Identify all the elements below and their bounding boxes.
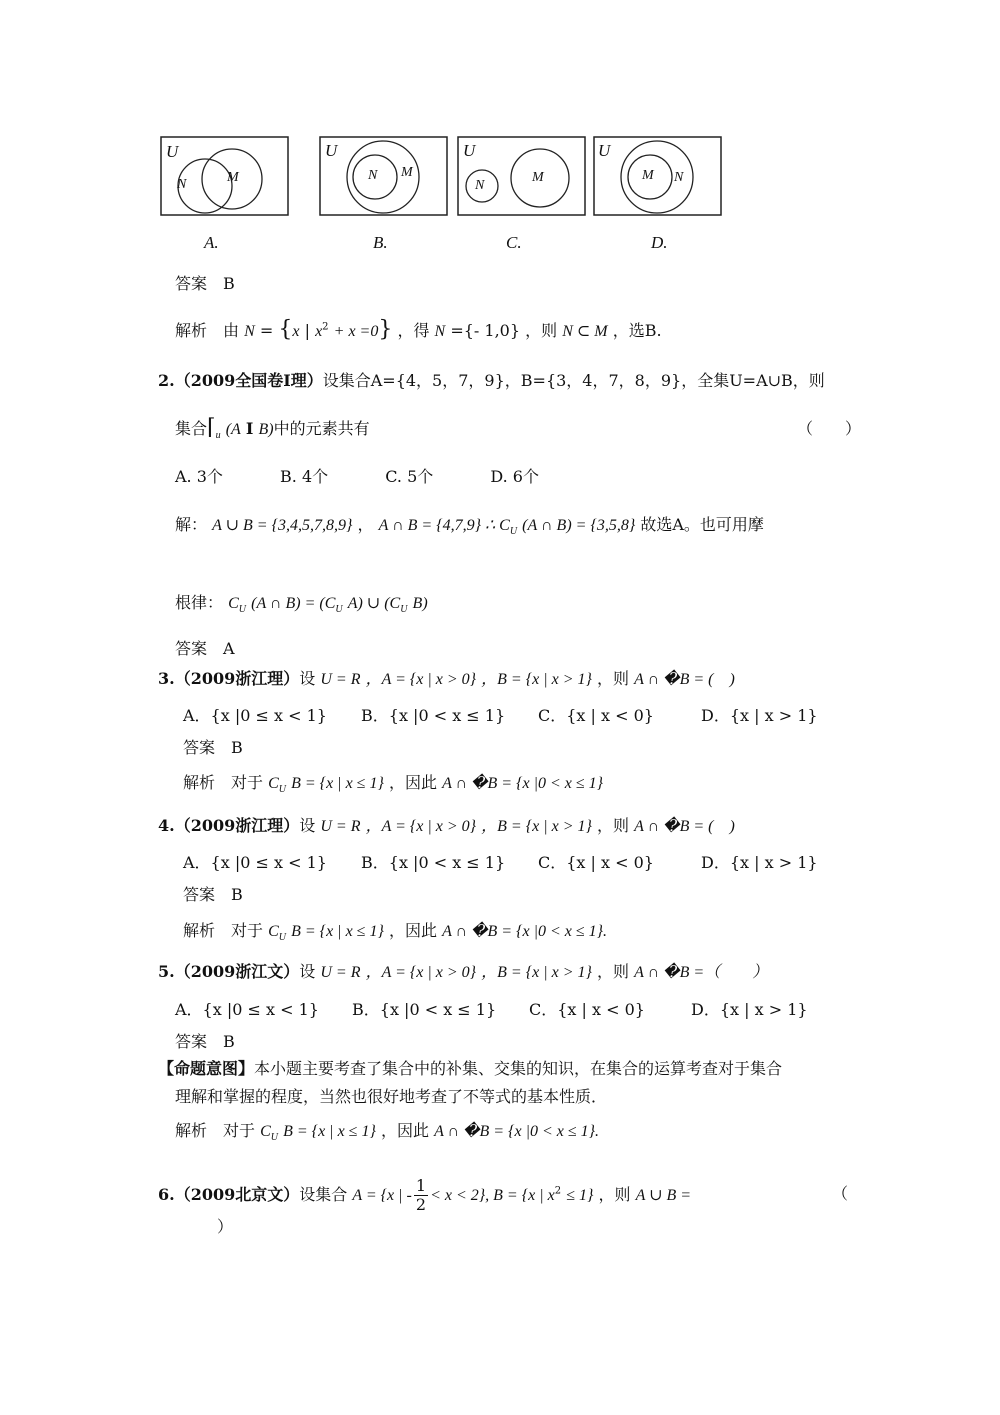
q5-analysis-lead: 解析 对于: [175, 1121, 256, 1140]
q4-analysis-u: U: [278, 932, 287, 944]
q2-sol-tail: 故选A。也可用摩: [640, 515, 764, 534]
venn-diagram-b: [319, 136, 449, 218]
q5-stem: [158, 961, 768, 984]
q2-stem2-c: (A: [225, 421, 241, 438]
q2-law-e: B): [412, 595, 428, 612]
q4-stem: [158, 815, 735, 838]
q2-law-c: (A ∩ B) = (C: [251, 595, 336, 612]
q5-option-c: C．{x | x < 0}: [529, 1000, 645, 1019]
q2-law-u2: U: [335, 604, 343, 616]
q6-paren-open: （: [832, 1184, 849, 1203]
q6-stem: [158, 1175, 691, 1216]
q3-option-b: B．{x |0 < x ≤ 1}: [361, 706, 506, 725]
q4-set-a: ，A = {x | x > 0}: [365, 818, 477, 835]
q6-denominator: 2: [415, 1195, 427, 1214]
q1-n-var: N: [244, 323, 255, 340]
q5-head: 5.（2009浙江文）: [158, 962, 300, 981]
q3-stem: [158, 668, 735, 691]
q4-analysis-hence: ，因此: [388, 921, 437, 940]
q3-set-b: ，B = {x | x > 1}: [481, 671, 592, 688]
q4-stem-lead: 设: [299, 816, 316, 835]
q3-analysis-result: A ∩ �B = {x |0 < x ≤ 1}: [442, 775, 604, 792]
q2-option-b: B. 4个: [280, 467, 329, 486]
q2-complement-sub: u: [215, 430, 221, 442]
q4-analysis-result: A ∩ �B = {x |0 < x ≤ 1}.: [442, 923, 608, 940]
q4-option-b: B．{x |0 < x ≤ 1}: [361, 853, 506, 872]
q4-analysis-set: B = {x | x ≤ 1}: [291, 923, 384, 940]
q5-stem-lead: 设: [299, 962, 316, 981]
q2-law-d: A) ∪ (C: [347, 595, 401, 612]
q4-universe: U = R: [320, 818, 361, 835]
q5-analysis-c: C: [260, 1123, 271, 1140]
q4-option-a: A．{x |0 ≤ x < 1}: [183, 853, 327, 872]
q2-law: [175, 592, 428, 615]
q3-universe: U = R: [320, 671, 361, 688]
q3-analysis-u: U: [278, 784, 287, 796]
q5-analysis-set: B = {x | x ≤ 1}: [283, 1123, 376, 1140]
q1-get: ，得: [397, 321, 430, 340]
q5-universe: U = R: [320, 964, 361, 981]
q3-option-d: D．{x | x > 1}: [701, 706, 818, 725]
venn-c-n-label: N: [475, 178, 485, 193]
q2-stem2-e: B): [258, 421, 274, 438]
q6-set-a-start: A = {x | -: [352, 1187, 412, 1204]
q5-analysis: [175, 1120, 599, 1143]
q4-then: ，则: [597, 816, 630, 835]
q2-option-c: C. 5个: [385, 467, 434, 486]
q1-n-var-2: N: [434, 323, 446, 340]
q6-square: 2: [554, 1185, 562, 1197]
q1-plus-x: + x =0: [333, 323, 379, 340]
q3-analysis: [183, 772, 603, 795]
q2-stem2-f: 中的元素共有: [273, 419, 370, 438]
venn-b-n-label: N: [368, 168, 378, 183]
q5-analysis-result: A ∩ �B = {x |0 < x ≤ 1}.: [434, 1123, 600, 1140]
venn-b-m-label: M: [401, 165, 413, 180]
q1-analysis-lead: 解析 由: [175, 321, 240, 340]
venn-diagram-d: [593, 136, 723, 218]
q3-answer: 答案 B: [183, 738, 243, 757]
q5-expr: A ∩ �B =（ ）: [634, 964, 769, 981]
venn-a-m-label: M: [227, 170, 239, 185]
q1-eq: =: [259, 321, 274, 340]
venn-d-n-label: N: [674, 170, 684, 185]
q3-option-c: C．{x | x < 0}: [538, 706, 654, 725]
q6-fraction: [414, 1177, 428, 1214]
q2-law-u3: U: [400, 604, 408, 616]
q3-analysis-set: B = {x | x ≤ 1}: [291, 775, 384, 792]
q1-subset: N ⊂ M: [562, 323, 608, 340]
q4-head: 4.（2009浙江理）: [158, 816, 300, 835]
q2-head: 2.（2009全国卷Ⅰ理）: [158, 371, 323, 390]
q1-bar: |: [304, 321, 310, 340]
q2-sol-inter: A ∩ B = {4,7,9} ∴ C: [378, 517, 510, 534]
q1-then: ，则: [525, 321, 558, 340]
q2-law-b: C: [228, 595, 239, 612]
q2-solution: [175, 514, 764, 537]
q3-stem-lead: 设: [299, 669, 316, 688]
q5-intent-line-1: [158, 1058, 782, 1080]
venn-a-u-label: U: [166, 142, 179, 161]
q2-sol-sep: ，: [357, 515, 374, 534]
q6-numerator: 1: [415, 1176, 427, 1195]
q6-union-expr: A ∪ B =: [635, 1187, 692, 1204]
q1-answer: 答案 B: [175, 274, 235, 293]
q6-paren-close: ）: [217, 1217, 234, 1236]
q4-answer: 答案 B: [183, 885, 243, 904]
q2-answer: 答案 A: [175, 639, 235, 658]
q3-set-a: ，A = {x | x > 0}: [365, 671, 477, 688]
venn-d-m-label: M: [642, 168, 654, 183]
q2-stem2-a: 集合: [175, 419, 208, 438]
q3-head: 3.（2009浙江理）: [158, 669, 300, 688]
venn-c-u-label: U: [463, 141, 476, 160]
q2-stem-text: 设集合A={4，5，7，9}，B={3，4，7，8，9}，全集U=A∪B，则: [322, 371, 825, 390]
venn-b-u-label: U: [325, 141, 338, 160]
q3-analysis-c: C: [268, 775, 279, 792]
venn-option-a: A.: [204, 233, 219, 252]
q5-intent-line-2: 理解和掌握的程度，当然也很好地考查了不等式的基本性质．: [175, 1087, 608, 1106]
q3-then: ，则: [597, 669, 630, 688]
q5-then: ，则: [597, 962, 630, 981]
venn-option-c: C.: [506, 233, 522, 252]
q3-analysis-lead: 解析 对于: [183, 773, 264, 792]
q4-expr: A ∩ �B = ( ): [634, 818, 735, 835]
q2-law-u1: U: [238, 604, 247, 616]
q6-set-b-start: < x < 2}, B = {x | x: [430, 1187, 555, 1204]
q5-answer: 答案 B: [175, 1032, 235, 1051]
venn-d-u-label: U: [598, 141, 611, 160]
q2-option-d: D. 6个: [490, 467, 539, 486]
q2-complement-symbol: ⌈: [207, 415, 216, 440]
q4-option-d: D．{x | x > 1}: [701, 853, 818, 872]
q1-choose: ，选B.: [612, 321, 662, 340]
q2-paren: （ ）: [797, 419, 862, 438]
q5-set-b: ，B = {x | x > 1}: [481, 964, 592, 981]
q3-analysis-hence: ，因此: [388, 773, 437, 792]
q1-analysis: 解析 由 N = {x | $x^2 + x =0$} ，得 N ={- 1,0} ，则 N ⊂ M ，选B.: [175, 317, 662, 342]
q1-set-body: x: [292, 323, 300, 340]
q2-sol-u: U: [509, 526, 518, 538]
q5-analysis-u: U: [270, 1132, 279, 1144]
q4-analysis-lead: 解析 对于: [183, 921, 264, 940]
q4-set-b: ，B = {x | x > 1}: [481, 818, 592, 835]
q6-head: 6.（2009北京文）: [158, 1185, 300, 1204]
q2-option-a: A. 3个: [175, 467, 223, 486]
venn-a-n-label: N: [177, 177, 187, 192]
venn-diagram-c: [457, 136, 587, 218]
venn-option-d: D.: [651, 233, 668, 252]
q6-then: ，则: [598, 1185, 631, 1204]
q2-law-lead: 根律：: [175, 593, 224, 612]
q5-option-b: B．{x |0 < x ≤ 1}: [352, 1000, 497, 1019]
q6-stem-lead: 设集合: [299, 1185, 348, 1204]
venn-option-b: B.: [373, 233, 388, 252]
q5-option-a: A．{x |0 ≤ x < 1}: [175, 1000, 319, 1019]
q2-stem: [158, 370, 825, 392]
q4-option-c: C．{x | x < 0}: [538, 853, 654, 872]
q1-sq: 2: [322, 321, 329, 333]
q6-set-b-end: ≤ 1}: [566, 1187, 594, 1204]
q1-n-result: ={- 1,0}: [450, 321, 521, 340]
q2-sol-lead: 解：: [175, 515, 208, 534]
q2-sol-rest: (A ∩ B) = {3,5,8}: [522, 517, 636, 534]
q5-option-d: D．{x | x > 1}: [691, 1000, 808, 1019]
q5-analysis-hence: ，因此: [380, 1121, 429, 1140]
q5-intent-text-1: 本小题主要考查了集合中的补集、交集的知识，在集合的运算考查对于集合: [254, 1059, 783, 1078]
venn-c-m-label: M: [532, 170, 544, 185]
q5-intent-label: 【命题意图】: [158, 1059, 255, 1078]
q4-analysis-c: C: [268, 923, 279, 940]
q2-options: [175, 466, 539, 488]
q3-option-a: A．{x |0 ≤ x < 1}: [183, 706, 327, 725]
q2-intersect-symbol: I: [245, 419, 254, 438]
q1-x2: x: [315, 323, 323, 340]
q5-set-a: ，A = {x | x > 0}: [365, 964, 477, 981]
q4-analysis: [183, 920, 607, 943]
q3-expr: A ∩ �B = ( ): [634, 671, 735, 688]
q2-sol-union: A ∪ B = {3,4,5,7,8,9}: [212, 517, 353, 534]
q2-stem-2: [175, 415, 370, 442]
